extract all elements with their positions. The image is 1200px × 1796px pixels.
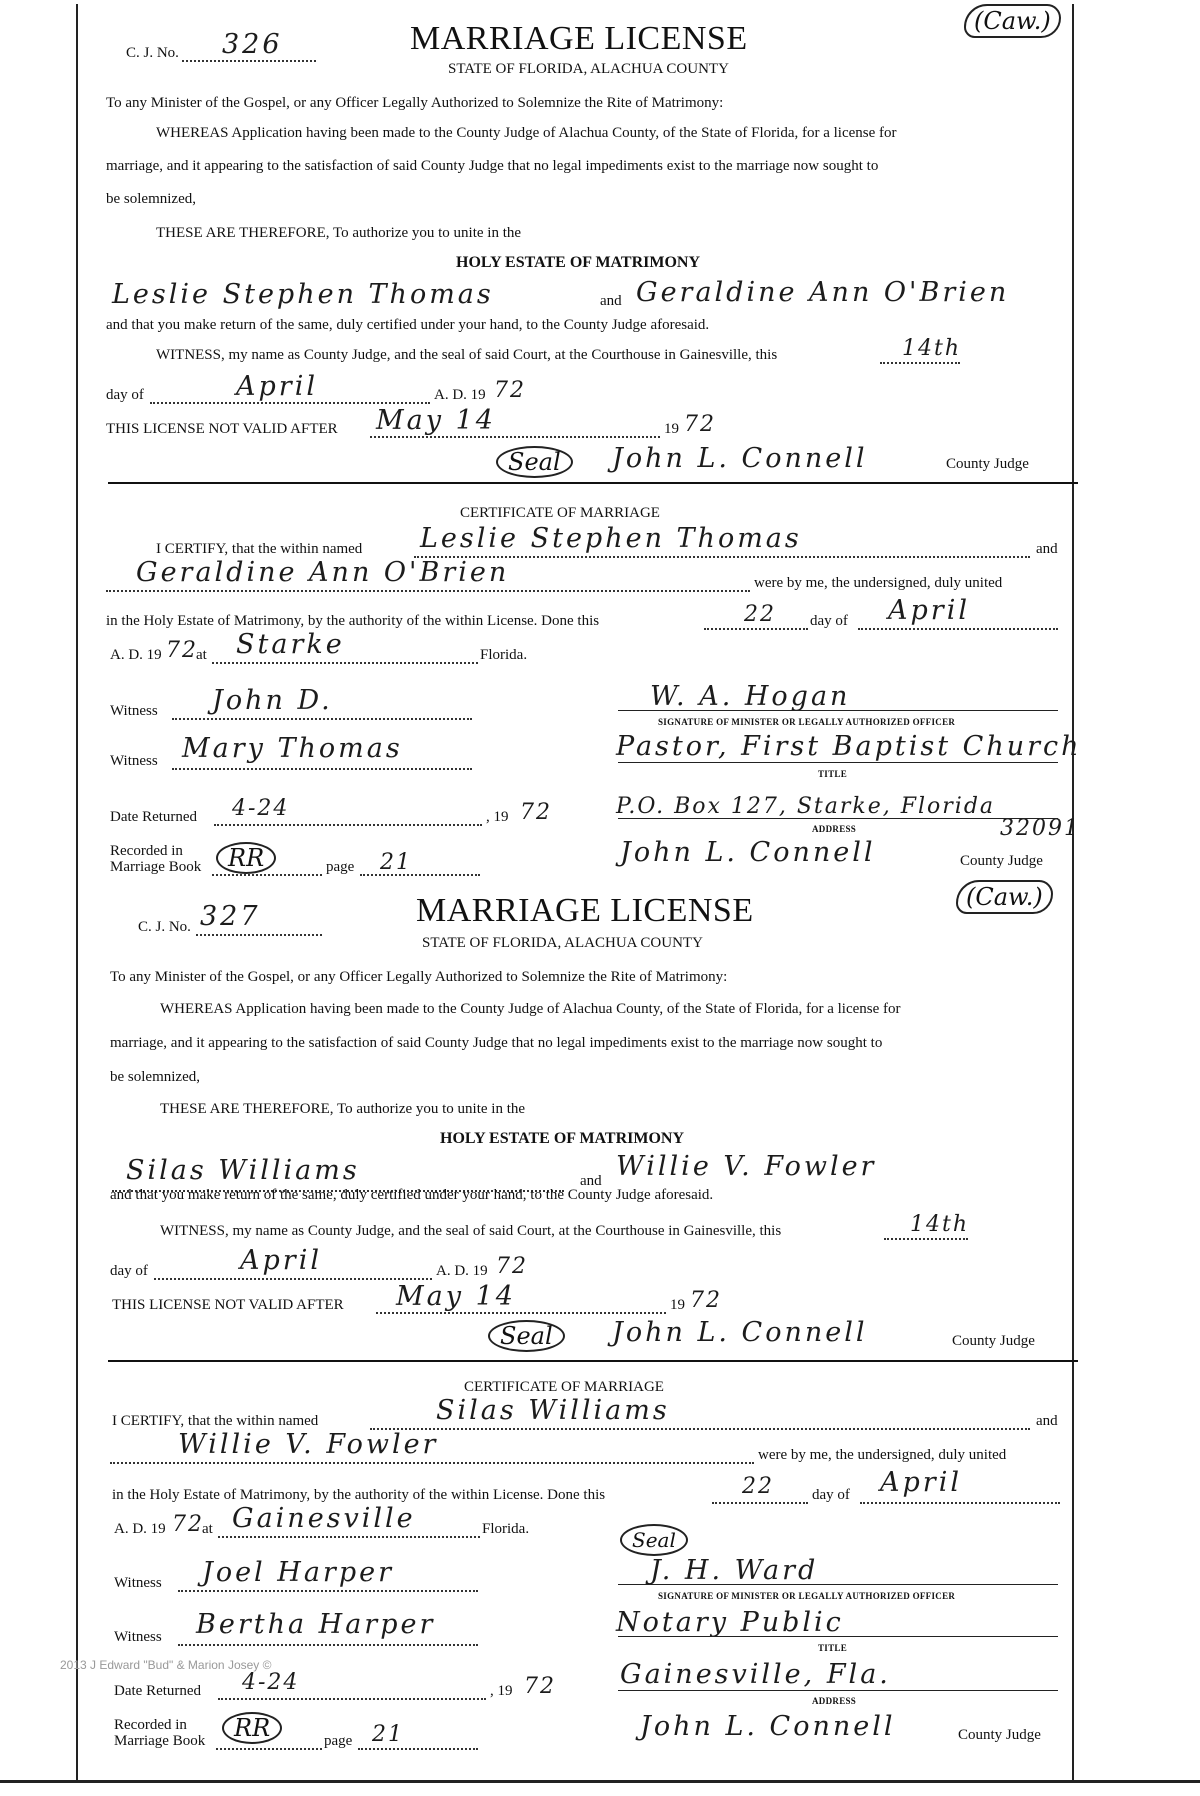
minister-address: Gainesville, Fla. [620, 1659, 891, 1690]
title-caption: TITLE [818, 769, 848, 779]
page-number: 21 [380, 850, 412, 875]
corner-note: (Caw.) [956, 880, 1053, 914]
issue-day: 14th [910, 1212, 970, 1237]
book-id: RR [216, 842, 276, 874]
minister-signature: W. A. Hogan [650, 681, 851, 712]
cj-label: C. J. No. [126, 45, 179, 61]
witness-line: WITNESS, my name as County Judge, and the seal of said Court, at the Courthouse in Gainesville, this [160, 1223, 782, 1239]
expiry-year-prefix: 19 [664, 421, 679, 437]
cj-number: 327 [200, 901, 261, 932]
minister-title: Pastor, First Baptist Church [616, 731, 1082, 762]
holy-estate-heading: HOLY ESTATE OF MATRIMONY [440, 1130, 685, 1147]
cj-number: 326 [222, 29, 283, 60]
minister-signature-line [618, 1584, 1058, 1585]
witness-2-label: Witness [110, 753, 158, 769]
cert-and: and [1036, 541, 1058, 557]
date-returned-dots [214, 824, 482, 826]
license-title: MARRIAGE LICENSE [416, 892, 754, 929]
minister-title-line [618, 762, 1058, 763]
returned-year: 72 [520, 800, 552, 825]
recorder-signature: John L. Connell [640, 1711, 896, 1742]
issue-month-dots [150, 402, 430, 404]
cert-bride-dots [110, 1462, 754, 1464]
cert-bride-dots [106, 590, 750, 592]
witness-1-dots [178, 1590, 478, 1592]
wed-year: 72 [172, 1512, 204, 1537]
groom-name: Leslie Stephen Thomas [112, 279, 494, 310]
wed-day: 22 [744, 602, 776, 627]
recorded-label-1: Recorded in [114, 1717, 187, 1733]
recorded-label-2: Marriage Book [110, 859, 202, 875]
license-subtitle: STATE OF FLORIDA, ALACHUA COUNTY [448, 61, 729, 77]
date-returned-dots [218, 1698, 486, 1700]
book-dots [216, 1748, 322, 1750]
certificate-title: CERTIFICATE OF MARRIAGE [464, 1379, 664, 1395]
cert-groom-name: Silas Williams [436, 1395, 670, 1426]
ad-label: A. D. 19 [434, 387, 486, 403]
certify-label: I CERTIFY, that the within named [112, 1413, 319, 1429]
united-label: were by me, the undersigned, duly united [758, 1447, 1007, 1463]
whereas-line-2: marriage, and it appearing to the satisfaction of said County Judge that no legal impediments exist to the marriage now sought to [106, 158, 879, 174]
corner-note: (Caw.) [964, 4, 1061, 38]
book-id: RR [222, 1712, 282, 1744]
returned-year-prefix: , 19 [490, 1683, 513, 1699]
holy-estate-heading: HOLY ESTATE OF MATRIMONY [456, 254, 701, 271]
wed-place: Starke [236, 629, 345, 660]
bottom-border-line [0, 1780, 1200, 1783]
signature-caption: SIGNATURE OF MINISTER OR LEGALLY AUTHORIZED OFFICER [658, 1591, 956, 1601]
wed-day-dots [712, 1502, 808, 1504]
wed-month-dots [858, 628, 1058, 630]
wed-place-dots [218, 1536, 480, 1538]
witness-2-label: Witness [114, 1629, 162, 1645]
date-returned: 4-24 [232, 796, 290, 821]
ad-label-2: A. D. 19 [110, 647, 162, 663]
wed-month: April [888, 595, 970, 626]
license-title: MARRIAGE LICENSE [410, 20, 748, 57]
expiry-dots [376, 1312, 666, 1314]
witness-1-label: Witness [110, 703, 158, 719]
seal-mark: Seal [496, 446, 573, 478]
county-judge-label: County Judge [952, 1333, 1035, 1349]
recorder-signature: John L. Connell [620, 837, 876, 868]
recorded-label-2: Marriage Book [114, 1733, 206, 1749]
wed-year: 72 [166, 638, 198, 663]
cert-bride-name: Willie V. Fowler [178, 1429, 439, 1460]
not-valid-label: THIS LICENSE NOT VALID AFTER [112, 1297, 344, 1313]
whereas-line-2: marriage, and it appearing to the satisfaction of said County Judge that no legal impediments exist to the marriage now sought to [110, 1035, 883, 1051]
cert-and: and [1036, 1413, 1058, 1429]
right-border-line [1072, 4, 1074, 1782]
witness-1-name: John D. [212, 685, 333, 716]
recorder-title: County Judge [960, 853, 1043, 869]
date-returned-label: Date Returned [110, 809, 198, 825]
recorder-title: County Judge [958, 1727, 1041, 1743]
witness-1-name: Joel Harper [202, 1557, 394, 1588]
cj-dots [182, 60, 316, 62]
address-line: To any Minister of the Gospel, or any Officer Legally Authorized to Solemnize the Rite of Matrimony: [110, 969, 728, 985]
whereas-line-1: WHEREAS Application having been made to the County Judge of Alachua County, of the State of Florida, for a license for [160, 1001, 901, 1017]
book-dots [212, 874, 322, 876]
judge-signature: John L. Connell [612, 443, 868, 474]
expiry-year-prefix: 19 [670, 1297, 685, 1313]
ad-label-2: A. D. 19 [114, 1521, 166, 1537]
minister-title: Notary Public [616, 1607, 844, 1638]
florida-label: Florida. [480, 647, 528, 663]
not-valid-label: THIS LICENSE NOT VALID AFTER [106, 421, 338, 437]
wed-day: 22 [742, 1474, 774, 1499]
date-returned: 4-24 [242, 1670, 300, 1695]
witness-line: WITNESS, my name as County Judge, and the seal of said Court, at the Courthouse in Gainesville, this [156, 347, 778, 363]
judge-signature: John L. Connell [612, 1317, 868, 1348]
and-word: and [600, 293, 622, 309]
cj-label: C. J. No. [138, 919, 191, 935]
title-caption: TITLE [818, 1643, 848, 1653]
therefore-line: THESE ARE THEREFORE, To authorize you to unite in the [160, 1101, 526, 1117]
bride-name: Geraldine Ann O'Brien [636, 277, 1010, 308]
recorded-label-1: Recorded in [110, 843, 183, 859]
section-divider [108, 1360, 1078, 1362]
returned-year: 72 [524, 1674, 556, 1699]
minister-signature-line [618, 710, 1058, 711]
issue-month: April [240, 1245, 322, 1276]
holy-estate-line: in the Holy Estate of Matrimony, by the authority of the within License. Done this [106, 613, 600, 629]
holy-estate-line: in the Holy Estate of Matrimony, by the authority of the within License. Done this [112, 1487, 606, 1503]
witness-2-name: Mary Thomas [182, 733, 403, 764]
page-label: page [324, 1733, 353, 1749]
expiry-date: May 14 [396, 1281, 516, 1312]
at-label: at [202, 1521, 213, 1537]
therefore-line: THESE ARE THEREFORE, To authorize you to unite in the [156, 225, 522, 241]
witness-1-label: Witness [114, 1575, 162, 1591]
minister-seal: Seal [620, 1524, 688, 1556]
united-label: were by me, the undersigned, duly united [754, 575, 1003, 591]
expiry-date: May 14 [376, 405, 496, 436]
certify-label: I CERTIFY, that the within named [156, 541, 363, 557]
return-line: and that you make return of the same, duly certified under your hand, to the County Judge aforesaid. [110, 1187, 714, 1203]
issue-day: 14th [902, 336, 962, 361]
address-line: To any Minister of the Gospel, or any Officer Legally Authorized to Solemnize the Rite of Matrimony: [106, 95, 724, 111]
left-border-line [76, 4, 78, 1782]
witness-2-dots [172, 768, 472, 770]
expiry-year: 72 [690, 1288, 722, 1313]
and-word: and [580, 1173, 602, 1189]
seal-mark: Seal [488, 1320, 565, 1352]
day-of-label: day of [110, 1263, 148, 1279]
issue-year: 72 [496, 1254, 528, 1279]
cert-groom-name: Leslie Stephen Thomas [420, 523, 802, 554]
ad-label: A. D. 19 [436, 1263, 488, 1279]
address-caption: ADDRESS [812, 824, 857, 834]
returned-year-prefix: , 19 [486, 809, 509, 825]
date-returned-label: Date Returned [114, 1683, 202, 1699]
return-line: and that you make return of the same, duly certified under your hand, to the County Judge aforesaid. [106, 317, 710, 333]
expiry-dots [370, 436, 660, 438]
cert-bride-name: Geraldine Ann O'Brien [136, 557, 510, 588]
day-of-label-2: day of [810, 613, 848, 629]
witness-1-dots [172, 718, 472, 720]
issue-month: April [236, 371, 318, 402]
license-subtitle: STATE OF FLORIDA, ALACHUA COUNTY [422, 935, 703, 951]
at-label: at [196, 647, 207, 663]
whereas-line-3: be solemnized, [106, 191, 196, 207]
minister-zip: 32091 [1000, 816, 1080, 841]
section-divider [108, 482, 1078, 484]
cj-dots [196, 934, 322, 936]
certificate-title: CERTIFICATE OF MARRIAGE [460, 505, 660, 521]
page-label: page [326, 859, 355, 875]
wed-month-dots [860, 1502, 1060, 1504]
wed-place-dots [212, 662, 478, 664]
day-of-label-2: day of [812, 1487, 850, 1503]
minister-signature: J. H. Ward [650, 1555, 819, 1586]
witness-2-dots [178, 1644, 478, 1646]
florida-label: Florida. [482, 1521, 530, 1537]
minister-address-line [618, 1690, 1058, 1691]
cert-groom-dots [370, 1428, 1030, 1430]
copyright-watermark: 2013 J Edward "Bud" & Marion Josey © [60, 1658, 272, 1672]
groom-name: Silas Williams [126, 1155, 360, 1186]
minister-title-line [618, 1636, 1058, 1637]
issue-year: 72 [494, 378, 526, 403]
minister-address: P.O. Box 127, Starke, Florida [616, 794, 996, 819]
whereas-line-3: be solemnized, [110, 1069, 200, 1085]
page-dots [360, 874, 480, 876]
wed-month: April [880, 1467, 962, 1498]
expiry-year: 72 [684, 412, 716, 437]
bride-name: Willie V. Fowler [616, 1151, 877, 1182]
day-of-label: day of [106, 387, 144, 403]
minister-address-line [618, 818, 1058, 819]
whereas-line-1: WHEREAS Application having been made to the County Judge of Alachua County, of the State of Florida, for a license for [156, 125, 897, 141]
address-caption: ADDRESS [812, 1696, 857, 1706]
signature-caption: SIGNATURE OF MINISTER OR LEGALLY AUTHORIZED OFFICER [658, 717, 956, 727]
wed-place: Gainesville [232, 1503, 416, 1534]
county-judge-label: County Judge [946, 456, 1029, 472]
issue-month-dots [154, 1278, 432, 1280]
witness-2-name: Bertha Harper [196, 1609, 436, 1640]
page-number: 21 [372, 1722, 404, 1747]
